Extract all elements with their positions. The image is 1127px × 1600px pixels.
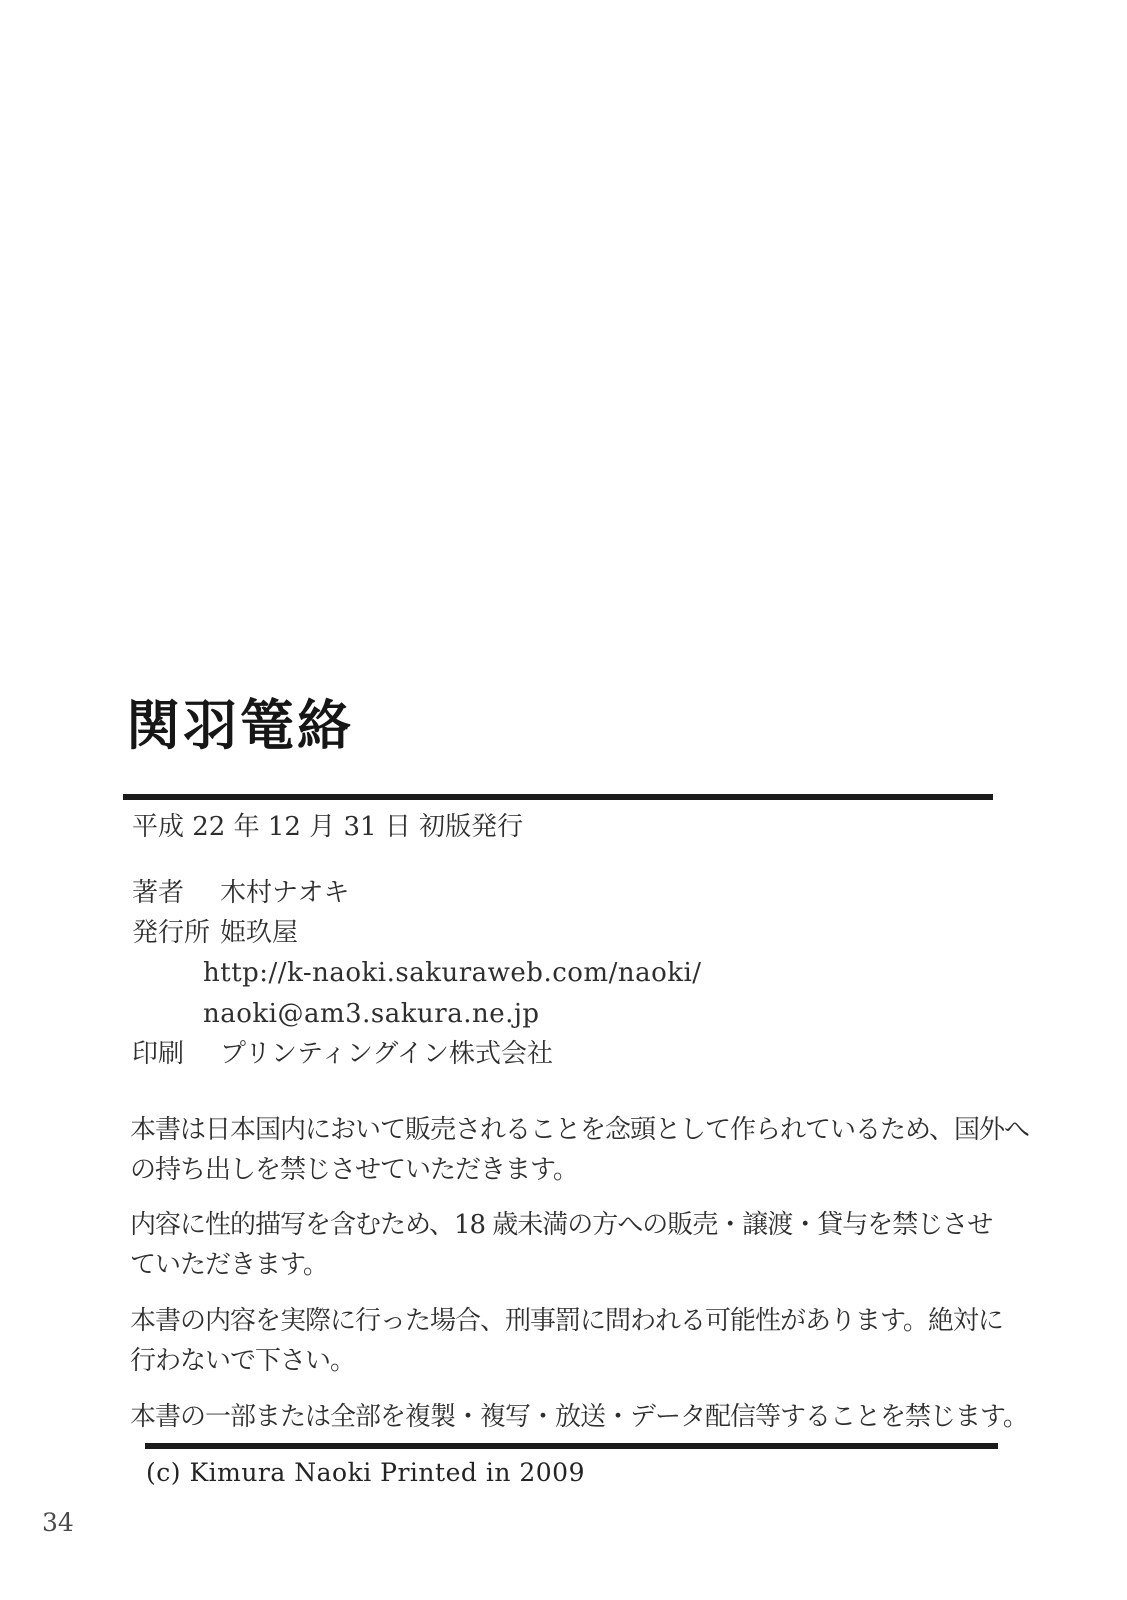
printer-label: 印刷 bbox=[132, 1039, 185, 1069]
publication-date: 平成 22 年 12 月 31 日 初版発行 bbox=[132, 812, 524, 842]
author-label: 著者 bbox=[132, 878, 185, 908]
contact-email: naoki@am3.sakura.ne.jp bbox=[203, 999, 540, 1029]
printer-name: プリンティングイン株式会社 bbox=[220, 1039, 554, 1069]
notice-reproduction-prohibited bbox=[130, 1397, 1030, 1437]
publisher-label: 発行所 bbox=[132, 918, 211, 948]
book-title: 関羽篭絡 bbox=[126, 693, 354, 757]
publisher-name: 姫玖屋 bbox=[220, 918, 299, 948]
notice-age-restriction bbox=[130, 1205, 1030, 1285]
notice-line: 内容に性的描写を含むため、18 歳未満の方への販売・譲渡・貸与を禁じさせ bbox=[130, 1210, 993, 1240]
notice-line: 本書は日本国内において販売されることを念頭として作られているため、国外へ bbox=[130, 1115, 1029, 1145]
divider-bottom bbox=[145, 1443, 998, 1449]
copyright-line: (c) Kimura Naoki Printed in 2009 bbox=[146, 1458, 585, 1487]
notice-line: 本書の内容を実際に行った場合、刑事罰に問われる可能性があります。絶対に bbox=[130, 1306, 1003, 1336]
page-number: 34 bbox=[42, 1508, 74, 1537]
printer-row bbox=[132, 1039, 553, 1070]
author-row bbox=[132, 878, 349, 909]
notice-line: 本書の一部または全部を複製・複写・放送・データ配信等することを禁じます。 bbox=[130, 1402, 1028, 1432]
notice-domestic-sales bbox=[130, 1110, 1030, 1190]
website-url: http://k-naoki.sakuraweb.com/naoki/ bbox=[203, 958, 702, 988]
notice-line: ていただきます。 bbox=[130, 1250, 328, 1280]
divider-top bbox=[123, 794, 993, 800]
author-name: 木村ナオキ bbox=[220, 878, 350, 908]
notice-line: の持ち出しを禁じさせていただきます。 bbox=[130, 1155, 578, 1185]
publisher-row bbox=[132, 918, 298, 949]
notice-line: 行わないで下さい。 bbox=[130, 1346, 356, 1376]
notice-criminal-warning bbox=[130, 1301, 1030, 1381]
